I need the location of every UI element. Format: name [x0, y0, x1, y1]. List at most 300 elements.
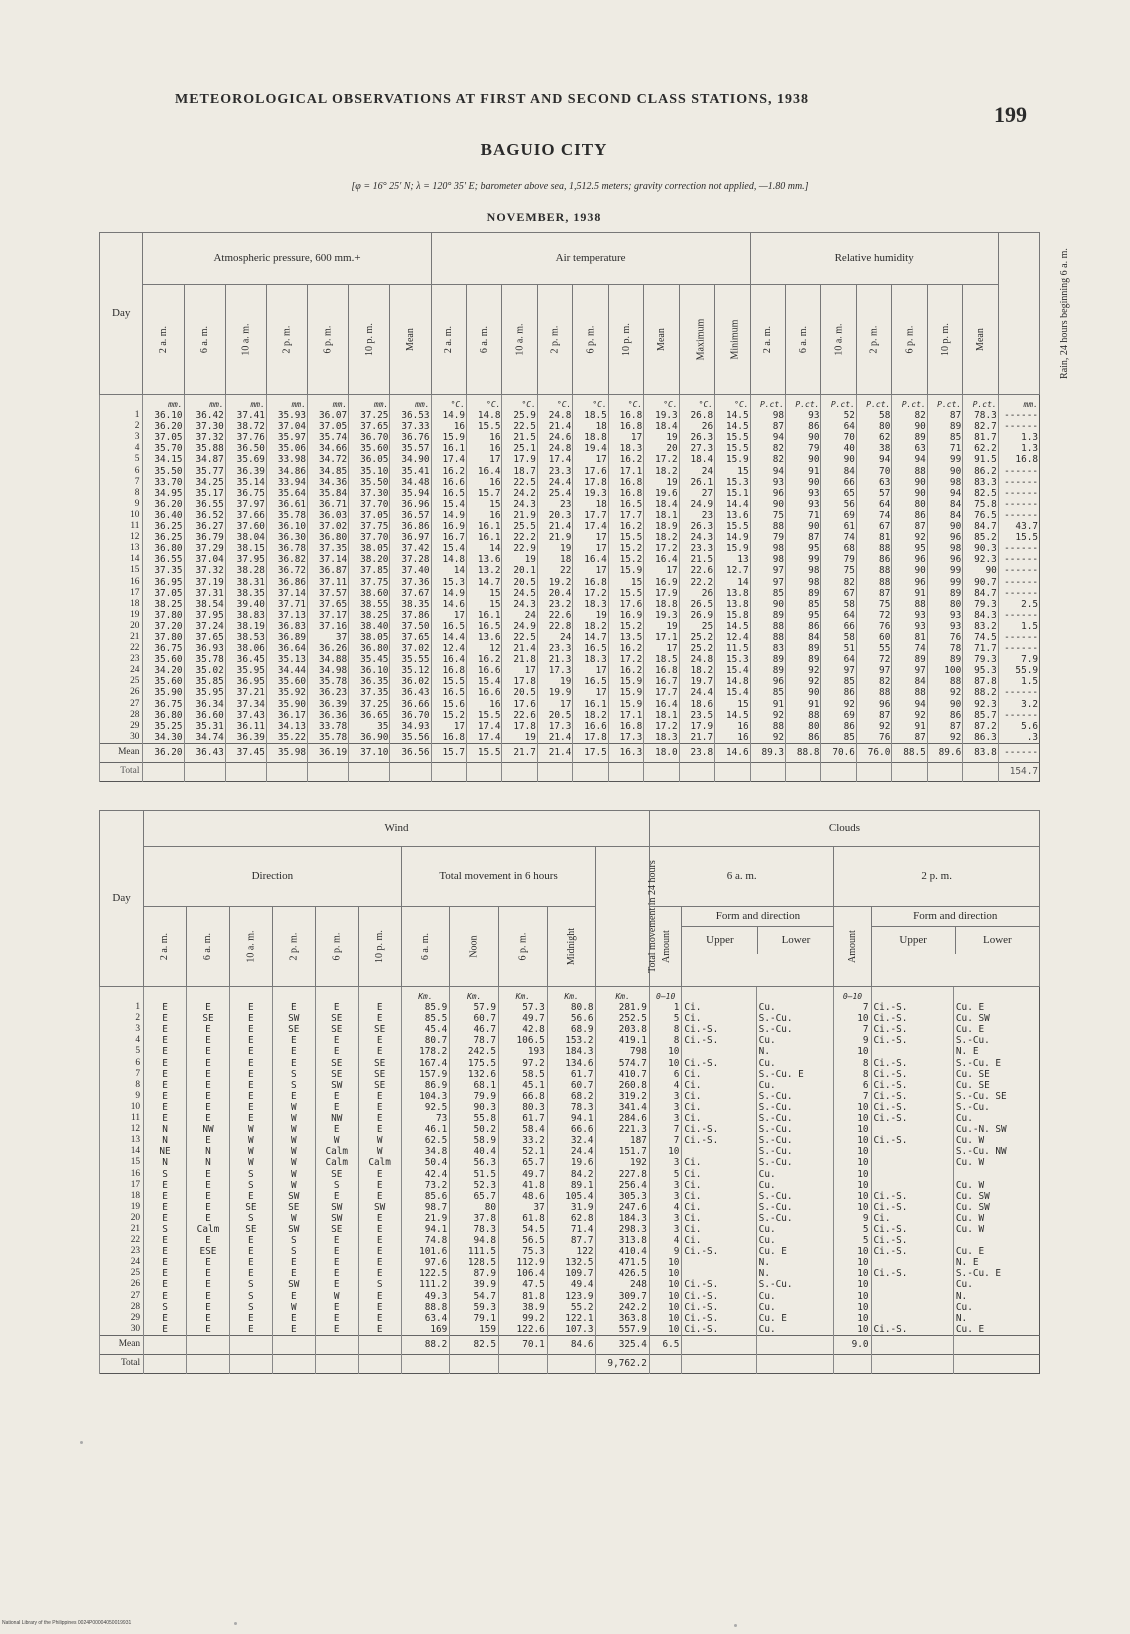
data-cell: 71.4 — [547, 1224, 596, 1235]
data-cell: Ci.-S. — [871, 1002, 953, 1013]
data-cell: 1.5 — [998, 676, 1039, 687]
data-cell: 85.9 — [401, 1002, 450, 1013]
data-cell: E — [272, 1058, 315, 1069]
data-cell: 14.9 — [431, 510, 466, 521]
data-cell: S — [358, 1279, 401, 1290]
total-cell — [315, 1354, 358, 1373]
data-cell: 36.10 — [143, 410, 184, 421]
data-cell: 46.7 — [450, 1024, 499, 1035]
data-cell: 18.3 — [573, 599, 608, 610]
data-cell: 24.5 — [502, 588, 537, 599]
data-cell: 17 — [502, 665, 537, 676]
data-cell: 93 — [786, 410, 821, 421]
data-cell: 89 — [927, 588, 962, 599]
data-cell: SE — [272, 1024, 315, 1035]
data-cell: N — [144, 1135, 187, 1146]
data-cell: 10 — [649, 1279, 681, 1290]
data-cell: 22.6 — [679, 565, 714, 576]
humidity-col-header — [963, 285, 999, 395]
data-cell: 98 — [786, 565, 821, 576]
table-row — [100, 1046, 1040, 1057]
table-row — [100, 632, 1040, 643]
data-cell: 20.3 — [537, 510, 572, 521]
data-cell: E — [272, 1046, 315, 1057]
data-cell: 90.3 — [963, 543, 999, 554]
data-cell: 35.78 — [266, 510, 307, 521]
total-row — [100, 762, 1040, 781]
table-row — [100, 1124, 1040, 1135]
data-cell: E — [315, 1313, 358, 1324]
data-cell: 22.6 — [537, 610, 572, 621]
total-cell — [892, 762, 927, 781]
data-cell: Ci. — [682, 1113, 756, 1124]
data-cell: 36.83 — [266, 621, 307, 632]
day-cell: 28 — [100, 1302, 144, 1313]
data-cell: 45.1 — [499, 1080, 548, 1091]
data-cell: 35.60 — [143, 654, 184, 665]
data-cell: 151.7 — [596, 1146, 649, 1157]
day-cell: 3 — [100, 432, 143, 443]
data-cell: 82 — [750, 454, 785, 465]
data-cell: 63 — [892, 443, 927, 454]
data-cell: 1.3 — [998, 432, 1039, 443]
units-cell: P.ct. — [927, 395, 962, 411]
data-cell: Ci.-S. — [871, 1202, 953, 1213]
day-cell: 24 — [100, 665, 143, 676]
data-cell: E — [144, 1091, 187, 1102]
data-cell: 38.05 — [349, 543, 390, 554]
data-cell: 92 — [821, 699, 856, 710]
day-cell: 26 — [100, 687, 143, 698]
data-cell: 15.4 — [715, 665, 751, 676]
data-cell: E — [229, 1069, 272, 1080]
data-cell: 24 — [502, 610, 537, 621]
data-cell: 17 — [573, 543, 608, 554]
data-cell: 128.5 — [450, 1257, 499, 1268]
data-cell: 36.61 — [266, 499, 307, 510]
data-cell: 16.5 — [467, 621, 502, 632]
data-cell: 36.96 — [390, 499, 431, 510]
data-cell: 100 — [927, 665, 962, 676]
data-cell: 298.3 — [596, 1224, 649, 1235]
total-cell — [537, 762, 572, 781]
data-cell: 54.7 — [450, 1291, 499, 1302]
data-cell: 36.39 — [308, 699, 349, 710]
data-cell: 3 — [649, 1157, 681, 1168]
data-cell: 24.9 — [679, 499, 714, 510]
data-cell: 19.3 — [644, 410, 679, 421]
data-cell: 16.6 — [573, 721, 608, 732]
units-cell: mm. — [184, 395, 225, 411]
data-cell: 13.6 — [715, 510, 751, 521]
data-cell: SE — [315, 1169, 358, 1180]
table-row — [100, 1169, 1040, 1180]
data-cell: 36.80 — [143, 543, 184, 554]
data-cell: 84.7 — [963, 588, 999, 599]
data-cell: 97 — [821, 665, 856, 676]
clouds-6am-header: 6 a. m. — [649, 847, 833, 907]
day-cell: 5 — [100, 1046, 144, 1057]
data-cell: 21.8 — [502, 654, 537, 665]
units-cell: mm. — [266, 395, 307, 411]
form-direction-label: Form and direction — [872, 907, 1039, 927]
data-cell: 7 — [649, 1124, 681, 1135]
data-cell: W — [272, 1113, 315, 1124]
data-cell: 16.8 — [431, 665, 466, 676]
direction-col-label: 2 a. m. — [159, 932, 171, 961]
units-cell: Km. — [547, 987, 596, 1003]
data-cell: 15.9 — [715, 454, 751, 465]
data-cell: 16.6 — [467, 687, 502, 698]
data-cell: 313.8 — [596, 1235, 649, 1246]
temperature-col-header-label: 10 p. m. — [620, 323, 632, 356]
data-cell: E — [229, 1268, 272, 1279]
data-cell: 50.4 — [401, 1157, 450, 1168]
data-cell: 89.1 — [547, 1180, 596, 1191]
data-cell: 112.9 — [499, 1257, 548, 1268]
data-cell: 106.4 — [499, 1268, 548, 1279]
data-cell: 64 — [821, 654, 856, 665]
data-cell: 14.4 — [431, 632, 466, 643]
day-cell: 21 — [100, 632, 143, 643]
data-cell: 92 — [786, 665, 821, 676]
data-cell: S — [229, 1169, 272, 1180]
total-cell — [467, 762, 502, 781]
pressure-col-header — [266, 285, 307, 395]
data-cell: E — [187, 1268, 230, 1279]
data-cell: 98 — [750, 554, 785, 565]
data-cell: 97 — [750, 577, 785, 588]
data-cell: 16 — [431, 421, 466, 432]
data-cell: 85.6 — [401, 1191, 450, 1202]
data-cell: 24 — [537, 632, 572, 643]
data-cell: 90 — [786, 687, 821, 698]
data-cell: E — [358, 1302, 401, 1313]
data-cell: 58.9 — [450, 1135, 499, 1146]
mean-cell: 89.3 — [750, 743, 785, 762]
data-cell: 37.21 — [225, 687, 266, 698]
data-cell: 10 — [834, 1135, 871, 1146]
data-cell: 97.2 — [499, 1058, 548, 1069]
data-cell: 62 — [856, 432, 891, 443]
data-cell: Ci.-S. — [871, 1069, 953, 1080]
data-cell: 18.8 — [573, 432, 608, 443]
data-cell: 16.4 — [431, 654, 466, 665]
data-cell: E — [358, 1091, 401, 1102]
data-cell: ------ — [998, 710, 1039, 721]
data-cell: E — [315, 1002, 358, 1013]
data-cell: 26.8 — [679, 410, 714, 421]
data-cell: Cu. — [953, 1302, 1039, 1313]
data-cell: E — [187, 1169, 230, 1180]
data-cell: 16.7 — [644, 676, 679, 687]
data-cell: 37.65 — [390, 632, 431, 643]
data-cell: Ci.-S. — [871, 1013, 953, 1024]
data-cell: 34.48 — [390, 477, 431, 488]
total-cell — [187, 1354, 230, 1373]
data-cell: 66.6 — [547, 1124, 596, 1135]
data-cell: 35.06 — [266, 443, 307, 454]
data-cell: SW — [358, 1202, 401, 1213]
data-cell: 10 — [834, 1169, 871, 1180]
table-row — [100, 1202, 1040, 1213]
temperature-col-header-label: Maximum — [694, 318, 706, 361]
data-cell: 61.8 — [499, 1213, 548, 1224]
data-cell: ------ — [998, 510, 1039, 521]
data-cell: 9 — [834, 1213, 871, 1224]
data-cell: E — [315, 1324, 358, 1336]
humidity-col-header — [856, 285, 891, 395]
data-cell: 184.3 — [596, 1213, 649, 1224]
data-cell: 10 — [834, 1313, 871, 1324]
data-cell: Cu. — [756, 1080, 834, 1091]
data-cell: E — [229, 1313, 272, 1324]
data-cell: S.-Cu. — [756, 1202, 834, 1213]
data-cell: 16.5 — [573, 676, 608, 687]
data-cell: 10 — [649, 1313, 681, 1324]
data-cell: 99 — [786, 554, 821, 565]
data-cell: 123.9 — [547, 1291, 596, 1302]
day-cell: 2 — [100, 1013, 144, 1024]
data-cell: 37.14 — [308, 554, 349, 565]
table-row — [100, 1069, 1040, 1080]
data-cell: 37.17 — [308, 610, 349, 621]
data-cell: 15.4 — [431, 543, 466, 554]
data-cell: 23.5 — [679, 710, 714, 721]
mean-cell: 70.6 — [821, 743, 856, 762]
data-cell: 18.2 — [573, 710, 608, 721]
data-cell: 37.41 — [225, 410, 266, 421]
total-cell — [502, 762, 537, 781]
units-cell: P.ct. — [963, 395, 999, 411]
data-cell: 98.7 — [401, 1202, 450, 1213]
data-cell: 18.5 — [573, 410, 608, 421]
data-cell: 19 — [537, 676, 572, 687]
data-cell: Cu. — [953, 1279, 1039, 1290]
data-cell: ------ — [998, 610, 1039, 621]
data-cell: 37.50 — [390, 621, 431, 632]
data-cell: 58 — [821, 632, 856, 643]
table-row — [100, 1135, 1040, 1146]
data-cell: E — [187, 1091, 230, 1102]
data-cell: Cu. W — [953, 1157, 1039, 1168]
data-cell: 35.78 — [308, 676, 349, 687]
data-cell: 16.8 — [608, 721, 643, 732]
data-cell: 34.25 — [184, 477, 225, 488]
data-cell: 42.8 — [499, 1024, 548, 1035]
temperature-col-header-label: 2 p. m. — [549, 325, 561, 354]
data-cell: 37.35 — [349, 687, 390, 698]
data-cell: 36.55 — [143, 554, 184, 565]
data-cell: 65.7 — [450, 1191, 499, 1202]
data-cell: 104.3 — [401, 1091, 450, 1102]
data-cell: 35.02 — [184, 665, 225, 676]
data-cell: 1.5 — [998, 621, 1039, 632]
data-cell: 90.7 — [963, 577, 999, 588]
data-cell: 47.5 — [499, 1279, 548, 1290]
data-cell: SE — [315, 1069, 358, 1080]
data-cell: E — [144, 1257, 187, 1268]
data-cell: 24.8 — [679, 654, 714, 665]
data-cell: 15.9 — [431, 432, 466, 443]
data-cell: 3 — [649, 1213, 681, 1224]
data-cell: E — [315, 1235, 358, 1246]
data-cell: 88 — [750, 521, 785, 532]
direction-col-label: 6 p. m. — [331, 932, 343, 961]
table-row — [100, 554, 1040, 565]
data-cell — [871, 1124, 953, 1135]
data-cell: 68.9 — [547, 1024, 596, 1035]
data-cell: 7 — [834, 1002, 871, 1013]
total-cell — [644, 762, 679, 781]
data-cell: 36.66 — [390, 699, 431, 710]
data-cell: 22.6 — [502, 710, 537, 721]
data-cell: 98 — [927, 477, 962, 488]
data-cell: 19 — [644, 432, 679, 443]
data-cell: 26 — [679, 421, 714, 432]
data-cell: 99 — [927, 577, 962, 588]
data-cell: 36.26 — [308, 643, 349, 654]
data-cell: 94 — [750, 432, 785, 443]
data-cell: 75 — [856, 599, 891, 610]
data-cell: 35.17 — [184, 488, 225, 499]
data-cell: 73 — [401, 1113, 450, 1124]
data-cell: W — [229, 1157, 272, 1168]
data-cell: 3 — [649, 1180, 681, 1191]
data-cell: 4 — [649, 1080, 681, 1091]
data-cell: 34.95 — [143, 488, 184, 499]
total-cell — [390, 762, 431, 781]
data-cell: 557.9 — [596, 1324, 649, 1336]
data-cell: Cu. W — [953, 1224, 1039, 1235]
data-cell: 37.76 — [225, 432, 266, 443]
data-cell: 89 — [892, 654, 927, 665]
data-cell: ------ — [998, 499, 1039, 510]
data-cell: 14.9 — [431, 588, 466, 599]
data-cell: ------ — [998, 565, 1039, 576]
mean-cell — [272, 1335, 315, 1354]
data-cell: 122.6 — [499, 1324, 548, 1336]
data-cell: S — [229, 1213, 272, 1224]
data-cell: 15 — [467, 499, 502, 510]
data-cell: E — [144, 1035, 187, 1046]
data-cell: 41.8 — [499, 1180, 548, 1191]
data-cell: 87 — [856, 710, 891, 721]
data-cell: SE — [229, 1224, 272, 1235]
data-cell: E — [272, 1313, 315, 1324]
data-cell: 37.14 — [266, 588, 307, 599]
total-cell — [266, 762, 307, 781]
data-cell: 83.2 — [963, 621, 999, 632]
data-cell: SE — [229, 1202, 272, 1213]
data-cell: 17 — [467, 454, 502, 465]
movement-col-header — [547, 907, 596, 987]
data-cell: 38.60 — [349, 588, 390, 599]
data-cell: N — [144, 1157, 187, 1168]
data-cell: Ci. — [682, 1013, 756, 1024]
table-row — [100, 654, 1040, 665]
data-cell: 16 — [715, 721, 751, 732]
data-cell: 90 — [892, 421, 927, 432]
data-cell: S.-Cu. — [756, 1091, 834, 1102]
data-cell: S — [272, 1080, 315, 1091]
data-cell: 96 — [750, 488, 785, 499]
data-cell: 90 — [963, 565, 999, 576]
data-cell: 26.5 — [679, 599, 714, 610]
mean-cell — [871, 1335, 953, 1354]
data-cell: 96 — [750, 676, 785, 687]
data-cell: 68 — [821, 543, 856, 554]
data-cell: 10 — [834, 1102, 871, 1113]
data-cell: 260.8 — [596, 1080, 649, 1091]
data-cell: 37.05 — [143, 432, 184, 443]
day-cell: 15 — [100, 1157, 144, 1168]
data-cell: 90.3 — [450, 1102, 499, 1113]
data-cell: 36.97 — [390, 532, 431, 543]
data-cell: 4 — [649, 1235, 681, 1246]
mean-cell: 35.98 — [266, 743, 307, 762]
data-cell: Ci.-S. — [871, 1058, 953, 1069]
data-cell: 96 — [892, 554, 927, 565]
data-cell: 3.2 — [998, 699, 1039, 710]
day-cell: 5 — [100, 454, 143, 465]
data-cell: E — [315, 1268, 358, 1279]
total-cell — [573, 762, 608, 781]
table-row — [100, 565, 1040, 576]
data-cell: E — [187, 1069, 230, 1080]
mean-cell — [682, 1335, 756, 1354]
data-cell: Ci. — [682, 1169, 756, 1180]
data-cell: 16.8 — [644, 665, 679, 676]
cloud-amount-header-2pm — [834, 907, 871, 987]
data-cell: 37.34 — [225, 699, 266, 710]
data-cell: 3 — [649, 1113, 681, 1124]
data-cell: 75.8 — [963, 499, 999, 510]
data-cell: 17.8 — [502, 721, 537, 732]
day-cell: 30 — [100, 1324, 144, 1336]
data-cell: 36.23 — [308, 687, 349, 698]
data-cell: 10 — [834, 1279, 871, 1290]
mean-cell: 18.0 — [644, 743, 679, 762]
data-cell: 61 — [821, 521, 856, 532]
data-cell: 24.4 — [547, 1146, 596, 1157]
data-cell: ------ — [998, 577, 1039, 588]
data-cell: 36.64 — [266, 643, 307, 654]
data-cell: 88 — [892, 599, 927, 610]
data-cell: 17.3 — [537, 665, 572, 676]
units-cell — [272, 987, 315, 1003]
mean-cell: ------ — [998, 743, 1039, 762]
data-cell: 8 — [834, 1058, 871, 1069]
data-cell: 83 — [750, 643, 785, 654]
data-cell: 60.7 — [450, 1013, 499, 1024]
data-cell: 35.95 — [225, 665, 266, 676]
data-cell: 16.1 — [573, 699, 608, 710]
data-cell: Ci.-S. — [682, 1279, 756, 1290]
data-cell: 66 — [821, 621, 856, 632]
data-cell: 75.3 — [499, 1246, 548, 1257]
units-cell: P.ct. — [750, 395, 785, 411]
data-cell: 16.1 — [467, 532, 502, 543]
upper-label: Upper — [682, 927, 758, 954]
data-cell: 35.45 — [349, 654, 390, 665]
data-cell: 37.36 — [390, 577, 431, 588]
data-cell: 87.8 — [963, 676, 999, 687]
data-cell: 25.5 — [502, 521, 537, 532]
data-cell: 37.29 — [184, 543, 225, 554]
data-cell: 15.5 — [998, 532, 1039, 543]
data-cell: 37.70 — [349, 532, 390, 543]
